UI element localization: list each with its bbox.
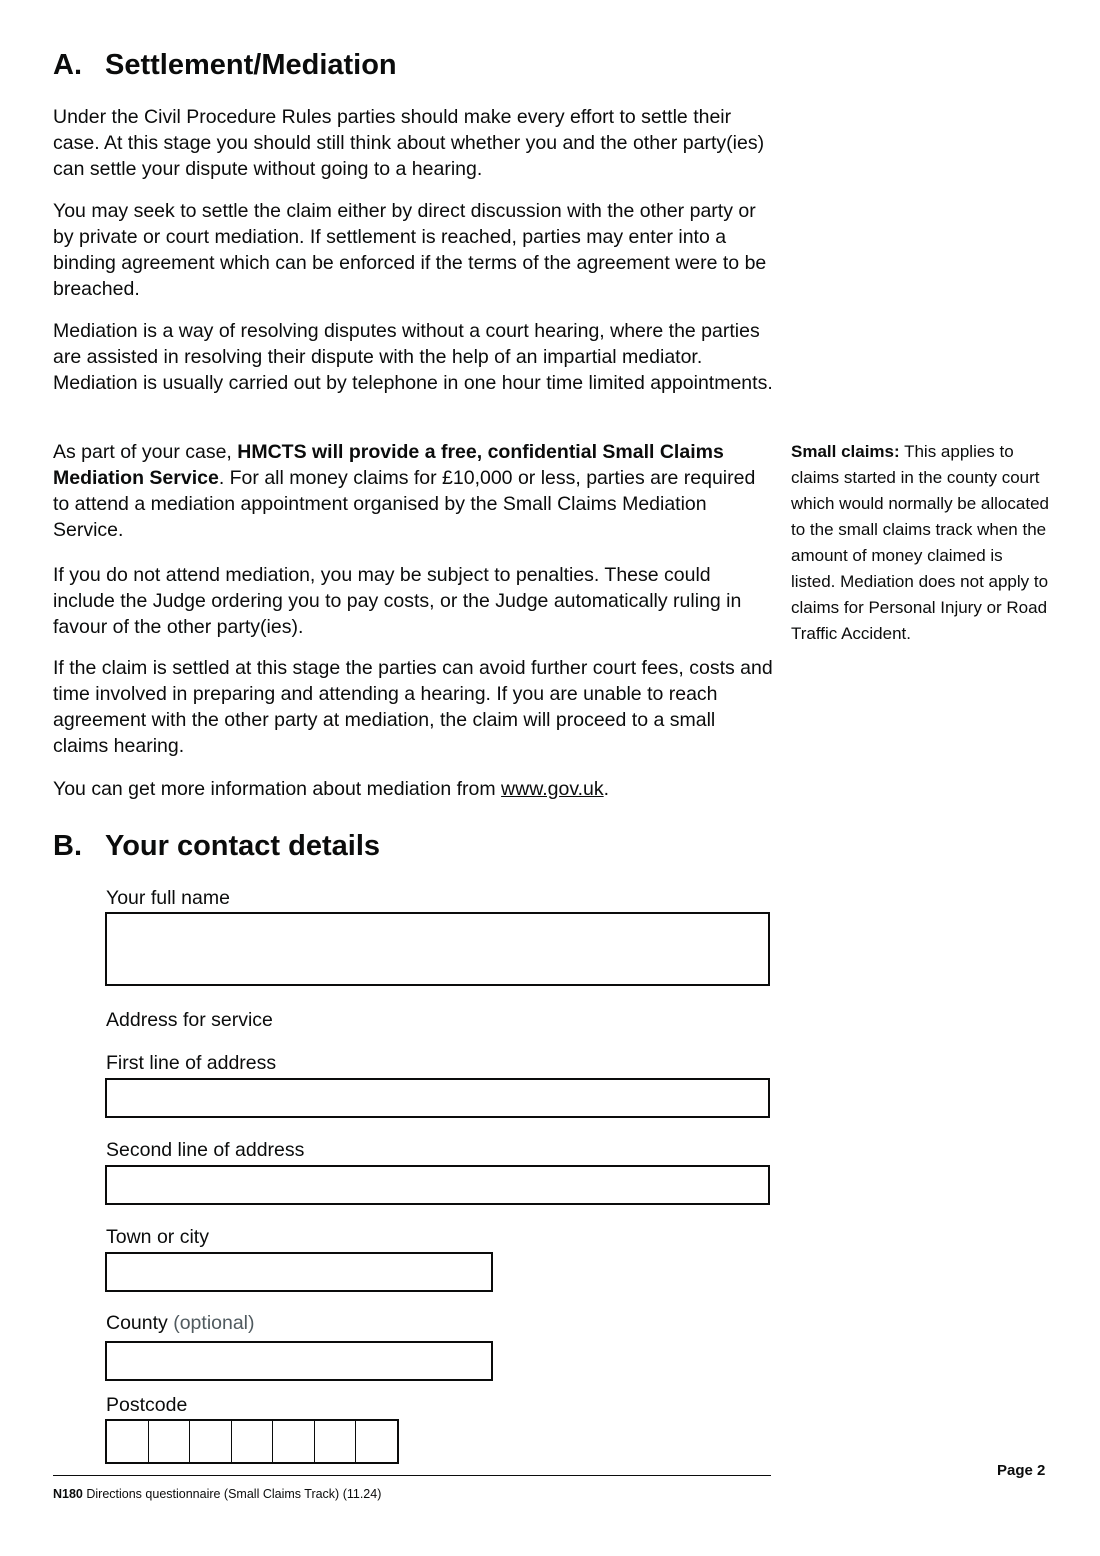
hmcts-text-after: . For all money claims for £10,000 or less, parties are required to attend a mediation appointment organised by the Small Claims Mediation Service. <box>53 467 756 541</box>
settlement-paragraph-2: You may seek to settle the claim either by direct discussion with the other party or by private or court mediation. If settlement is reached, parties may enter into a binding agreement which can be enforced if the terms of the agreement were to be breached. <box>53 200 767 300</box>
postcode-box[interactable] <box>149 1421 191 1462</box>
footer-form-info <box>53 1486 381 1502</box>
more-info-text: You can get more information about mediation from <box>53 778 502 800</box>
postcode-box[interactable] <box>273 1421 315 1462</box>
section-b-title: Your contact details <box>105 830 381 862</box>
section-b-heading <box>53 829 380 863</box>
mediation-paragraph: Mediation is a way of resolving disputes without a court hearing, where the parties are assisted in resolving their dispute with the help of an impartial mediator. Mediation is usually carried out by telephone in one hour time limited appointments. <box>53 320 773 394</box>
postcode-label: Postcode <box>106 1394 188 1416</box>
gov-uk-link[interactable]: www.gov.uk <box>501 778 604 800</box>
address-line-1-label: First line of address <box>106 1052 277 1074</box>
settled-claim-paragraph: If the claim is settled at this stage the parties can avoid further court fees, costs and time involved in preparing and attending a hearing. If you are unable to reach agreement with the other party at mediation, the claim will proceed to a small claims hearing. <box>53 657 773 757</box>
hmcts-text-before: As part of your case, <box>53 441 238 463</box>
form-title: Directions questionnaire (Small Claims Track) (11.24) <box>82 1487 382 1501</box>
form-code: N180 <box>53 1487 83 1501</box>
postcode-box[interactable] <box>315 1421 357 1462</box>
small-claims-sidenote <box>791 439 1051 647</box>
section-a-title: Settlement/Mediation <box>105 49 397 81</box>
postcode-box[interactable] <box>356 1421 397 1462</box>
footer-divider <box>53 1475 771 1476</box>
address-line-2-label: Second line of address <box>106 1139 305 1161</box>
more-info-period: . <box>603 778 610 800</box>
hmcts-mediation-paragraph <box>53 439 773 543</box>
address-line-2-field[interactable] <box>105 1165 770 1205</box>
section-a-heading <box>53 48 397 82</box>
address-line-1-field[interactable] <box>105 1078 770 1118</box>
postcode-box[interactable] <box>190 1421 232 1462</box>
town-label: Town or city <box>106 1226 209 1248</box>
county-field[interactable] <box>105 1341 493 1381</box>
town-field[interactable] <box>105 1252 493 1292</box>
penalties-paragraph: If you do not attend mediation, you may be subject to penalties. These could include the Judge ordering you to pay costs, or the Judge automatically ruling in favour of the other party(ies). <box>53 564 742 638</box>
more-info-paragraph <box>53 776 773 802</box>
section-b-number: B. <box>53 830 82 862</box>
postcode-field[interactable] <box>105 1419 399 1464</box>
settlement-paragraph-1: Under the Civil Procedure Rules parties should make every effort to settle their case. At this stage you should still think about whether you and the other party(ies) can settle your dispute without going to a hearing. <box>53 106 765 180</box>
section-a-number: A. <box>53 49 82 81</box>
county-label <box>106 1310 255 1336</box>
county-optional-hint: (optional) <box>173 1312 255 1334</box>
hmcts-service-bold: HMCTS will provide a free, confidential Small Claims Mediation Service <box>53 441 724 489</box>
address-for-service-label: Address for service <box>106 1009 273 1031</box>
sidenote-text: This applies to claims started in the county court which would normally be allocated to the small claims track when the amount of money claimed is listed. Mediation does not apply to claims for Personal Injury or Road Traffic Accident. <box>791 442 1049 643</box>
full-name-field[interactable] <box>105 912 770 986</box>
county-label-text: County <box>106 1312 168 1334</box>
full-name-label: Your full name <box>106 887 230 909</box>
postcode-box[interactable] <box>107 1421 149 1462</box>
postcode-box[interactable] <box>232 1421 274 1462</box>
page-number: Page 2 <box>997 1462 1046 1479</box>
sidenote-title: Small claims: <box>791 442 900 461</box>
